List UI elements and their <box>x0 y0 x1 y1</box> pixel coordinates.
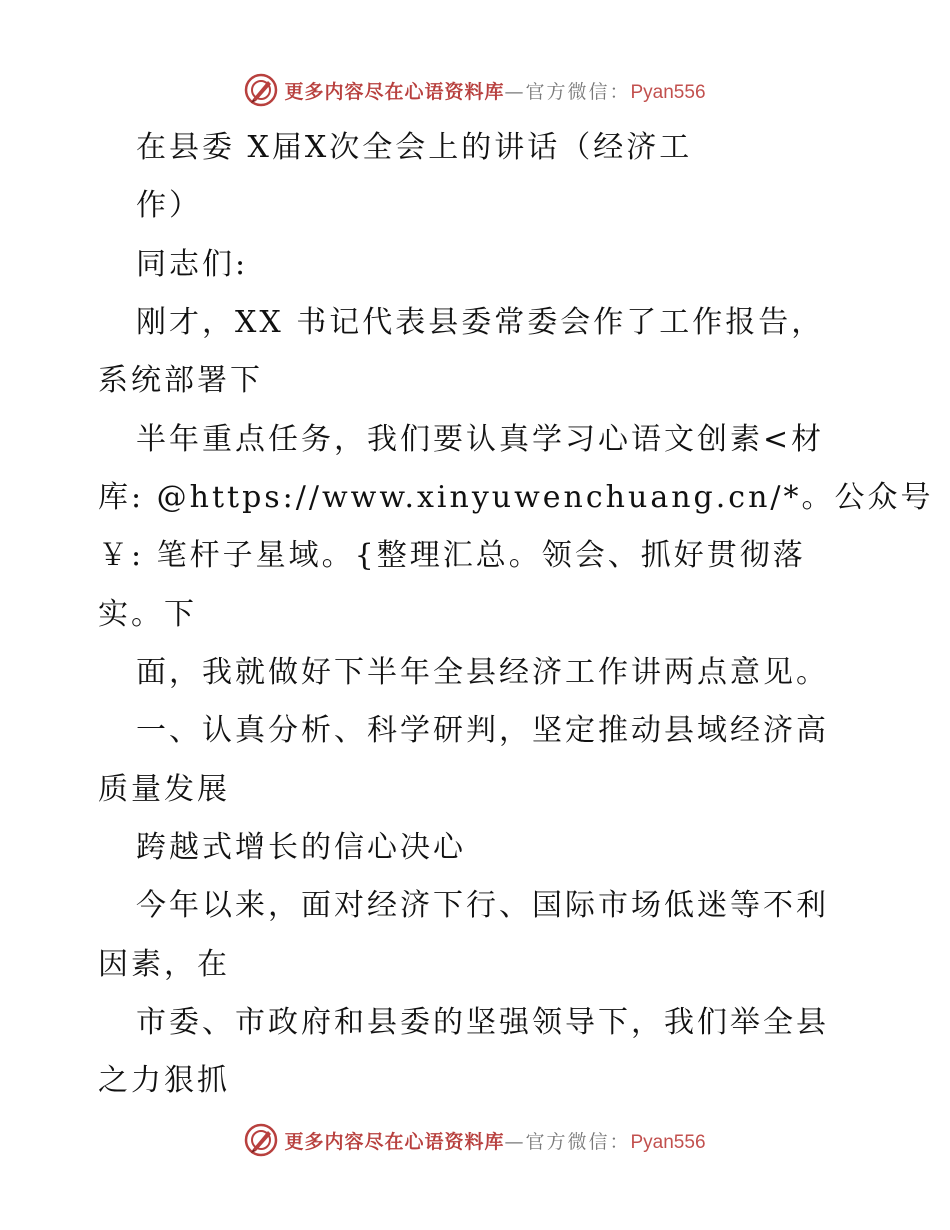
pen-logo-icon <box>244 73 278 107</box>
paragraph-line: 市委、市政府和县委的坚强领导下，我们举全县 <box>136 1005 829 1040</box>
paragraph-line: 系统部署下 <box>98 363 263 398</box>
section-heading-continued: 质量发展 <box>98 772 230 807</box>
watermark-brand: 更多内容尽在心语资料库 <box>284 1130 505 1153</box>
salutation: 同志们: <box>136 247 249 282</box>
watermark-wechat-label: 官方微信： <box>525 80 631 103</box>
paragraph-line: ￥: 笔杆子星域。{整理汇总。领会、抓好贯彻落 <box>98 538 806 573</box>
footer-watermark <box>0 1120 950 1160</box>
paragraph-line: 半年重点任务，我们要认真学习心语文创素<材 <box>136 422 825 457</box>
paragraph-line: 因素，在 <box>98 947 230 982</box>
paragraph-line: 面，我就做好下半年全县经济工作讲两点意见。 <box>136 655 829 690</box>
watermark-dash: — <box>504 80 526 103</box>
document-title: 在县委 X届X次全会上的讲话（经济工 <box>136 130 693 165</box>
paragraph-line: 今年以来，面对经济下行、国际市场低迷等不利 <box>136 888 829 923</box>
pen-logo-icon <box>244 1123 278 1157</box>
paragraph-line: 刚才，XX 书记代表县委常委会作了工作报告， <box>136 305 825 340</box>
watermark-text <box>284 1127 705 1154</box>
section-heading: 一、认真分析、科学研判，坚定推动县域经济高 <box>136 713 829 748</box>
header-watermark <box>0 70 950 110</box>
paragraph-line: 库: @https://www.xinyuwenchuang.cn/*。公众号 <box>98 480 934 515</box>
watermark-dash: — <box>504 1130 526 1153</box>
paragraph-line: 实。下 <box>98 597 197 632</box>
section-heading-continued: 跨越式增长的信心决心 <box>136 830 466 865</box>
watermark-brand: 更多内容尽在心语资料库 <box>284 80 505 103</box>
document-title-continued: 作） <box>136 188 202 223</box>
watermark-text <box>284 77 705 104</box>
watermark-wechat-label: 官方微信： <box>525 1130 631 1153</box>
paragraph-line: 之力狠抓 <box>98 1063 230 1098</box>
watermark-wechat-id: Pyan556 <box>630 1131 706 1153</box>
watermark-wechat-id: Pyan556 <box>630 81 706 103</box>
